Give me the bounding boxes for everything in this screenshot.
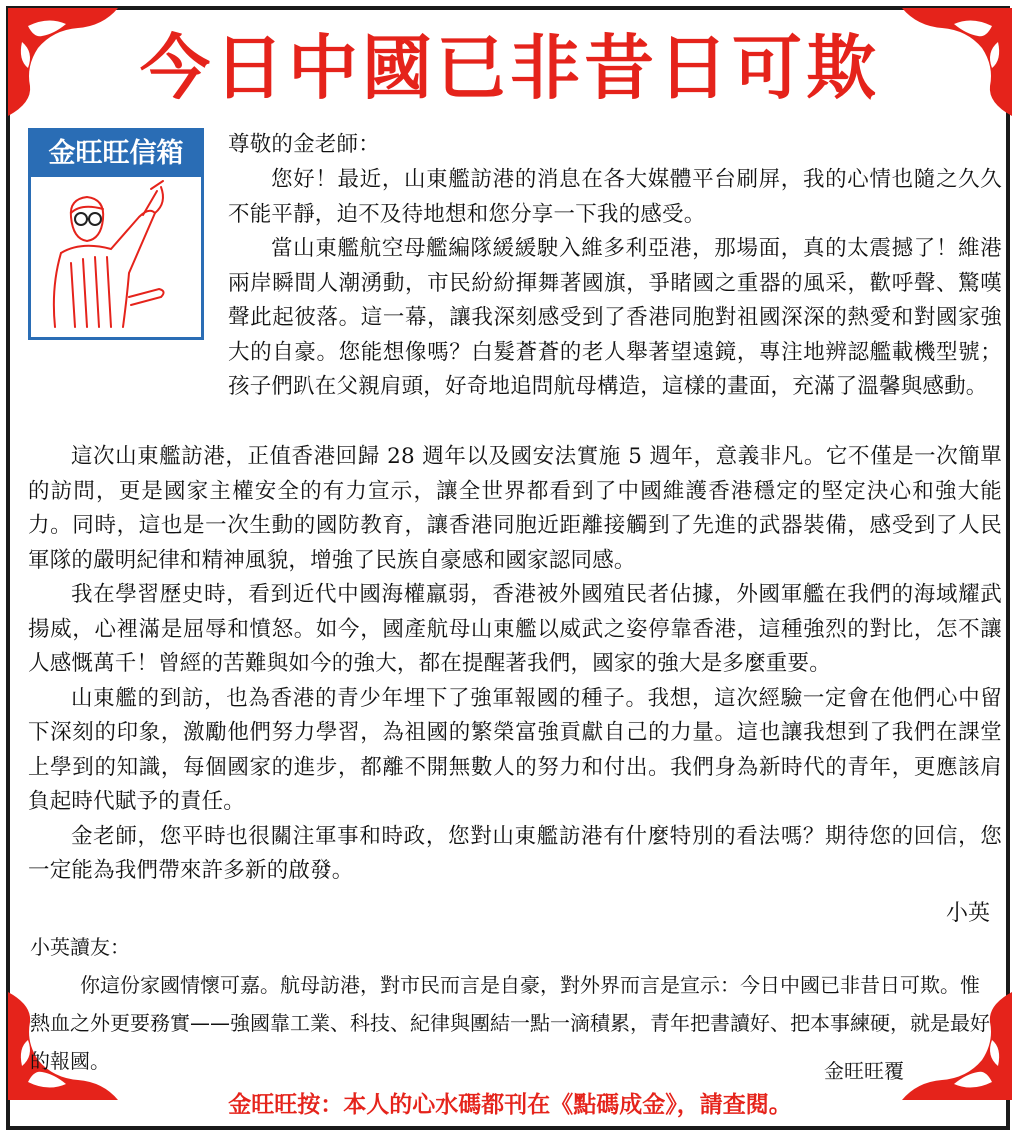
corner-ornament-icon [892,8,1012,118]
teacher-pointing-icon [31,177,201,337]
headline: 今日中國已非昔日可欺 [140,27,880,109]
letter-paragraph-3: 這次山東艦訪港，正值香港回歸 28 週年以及國安法實施 5 週年，意義非凡。它不僅是一次簡單的訪問，更是國家主權安全的有力宣示，讓全世界都看到了中國維護香港穩定的堅定決心和強大能力。同時，這也是一次生動的國防教育，讓香港同胞近距離接觸到了先進的武器裝備，感受到了人民軍隊的嚴明紀律和精神風貌，增強了民族自豪感和國家認同感。 [28,444,1002,573]
footer-note: 金旺旺按：本人的心水碼都刊在《點碼成金》，請查閱。 [228,1092,792,1118]
mailbox-column-badge [28,128,204,340]
letter-paragraph-2: 當山東艦航空母艦編隊緩緩駛入維多利亞港，那場面，真的太震撼了！維港兩岸瞬間人潮湧動，市民紛紛揮舞著國旗，爭睹國之重器的風采，歡呼聲、驚嘆聲此起彼落。這一幕，讓我深刻感受到了香港同胞對祖國深深的熱愛和對國家強大的自豪。您能想像嗎？白髮蒼蒼的老人舉著望遠鏡，專注地辨認艦載機型號；孩子們趴在父親肩頭，好奇地追問航母構造，這樣的畫面，充滿了溫馨與感動。 [228,236,1002,399]
reply-signature: 金旺旺覆 [824,1059,904,1083]
letter-paragraph-4: 我在學習歷史時，看到近代中國海權羸弱，香港被外國殖民者佔據，外國軍艦在我們的海域耀武揚威，心裡滿是屈辱和憤怒。如今，國產航母山東艦以威武之姿停靠香港，這種強烈的對比，怎不讓人感慨萬千！曾經的苦難與如今的強大，都在提醒著我們，國家的強大是多麼重要。 [28,582,1002,676]
mailbox-label: 金旺旺信箱 [31,131,201,177]
letter-salutation: 尊敬的金老師： [228,132,380,157]
letter-paragraph-1: 您好！最近，山東艦訪港的消息在各大媒體平台刷屏，我的心情也隨之久久不能平靜，迫不及待地想和您分享一下我的感受。 [228,167,1002,227]
corner-ornament-icon [8,8,128,118]
reply-body: 你這份家國情懷可嘉。航母訪港，對市民而言是自豪，對外界而言是宣示：今日中國已非昔日可欺。惟熱血之外更要務實——強國靠工業、科技、紀律與團結一點一滴積累，青年把書讀好、把本事練硬，就是最好的報國。 [30,973,990,1073]
reply-greeting: 小英讀友： [30,935,130,959]
letter-paragraph-6: 金老師，您平時也很關注軍事和時政，您對山東艦訪港有什麼特別的看法嗎？期待您的回信，您一定能為我們帶來許多新的啟發。 [28,823,1002,883]
letter-body-lower [28,440,1002,889]
letter-signature: 小英 [945,901,990,926]
letter-paragraph-5: 山東艦的到訪，也為香港的青少年埋下了強軍報國的種子。我想，這次經驗一定會在他們心中留下深刻的印象，激勵他們努力學習，為祖國的繁榮富強貢獻自己的力量。這也讓我想到了我們在課堂上學到的知識，每個國家的進步，都離不開無數人的努力和付出。我們身為新時代的青年，更應該肩負起時代賦予的責任。 [28,685,1002,814]
